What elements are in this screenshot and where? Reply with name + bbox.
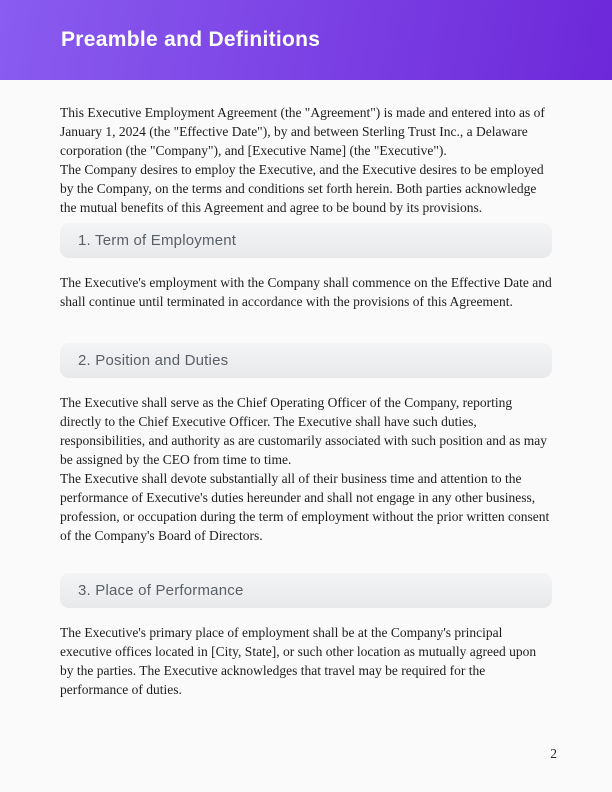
section-heading: 1. Term of Employment (78, 232, 237, 249)
section-heading-bar-term-of-employment (60, 223, 552, 258)
page-number: 2 (550, 746, 557, 761)
section-paragraph: The Executive shall devote substantially all of their business time and attention to the performance of Executive's duties hereunder and shall not engage in any other business, profession, or occupation during the term of employment without the prior written consent of the Company's Board of Directors. (60, 471, 550, 543)
page-title: Preamble and Definitions (61, 28, 321, 51)
preamble-paragraph: The Company desires to employ the Executive, and the Executive desires to be employed by the Company, on the terms and conditions set forth herein. Both parties acknowledge the mutual benefits of this Agreement and agree to be bound by its provisions. (60, 162, 544, 215)
document-body (0, 80, 612, 699)
section-heading-bar-place-of-performance (60, 573, 552, 608)
section-heading-bar-position-and-duties (60, 343, 552, 378)
preamble-paragraph: This Executive Employment Agreement (the "Agreement") is made and entered into as of January 1, 2024 (the "Effective Date"), by and between Sterling Trust Inc., a Delaware corporation (the "Company"), and [Executive Name] (the "Executive"). (60, 105, 545, 158)
section-paragraph: The Executive's primary place of employment shall be at the Company's principal executive offices located in [City, State], or such other location as mutually agreed upon by the parties. The Executive acknowledges that travel may be required for the performance of duties. (60, 625, 537, 697)
page-header-banner (0, 0, 612, 80)
section-heading: 2. Position and Duties (78, 352, 229, 369)
section-paragraph: The Executive's employment with the Company shall commence on the Effective Date and shall continue until terminated in accordance with the provisions of this Agreement. (60, 275, 552, 309)
section-heading: 3. Place of Performance (78, 582, 244, 599)
section-paragraph: The Executive shall serve as the Chief Operating Officer of the Company, reporting directly to the Chief Executive Officer. The Executive shall have such duties, responsibilities, and authority as are customarily associated with such position and as may be assigned by the CEO from time to time. (60, 395, 548, 467)
